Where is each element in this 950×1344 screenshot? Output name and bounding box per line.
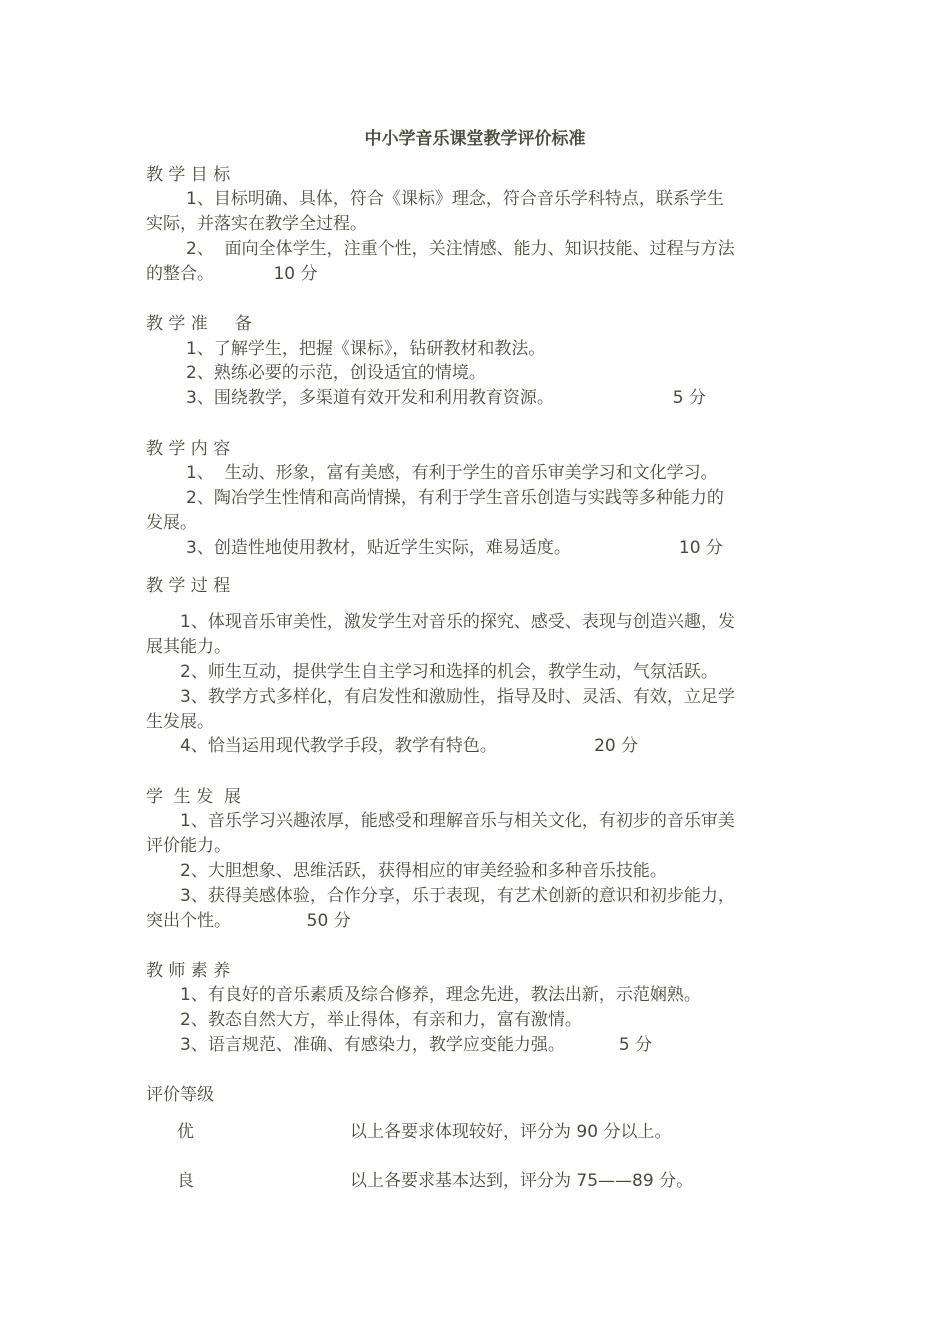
grade-description: 以上各要求基本达到，评分为 75——89 分。 [350, 1171, 694, 1191]
section-line: 3、获得美感体验，合作分享，乐于表现，有艺术创新的意识和初步能力， [180, 886, 735, 906]
section-line: 2、 面向全体学生，注重个性，关注情感、能力、知识技能、过程与方法 [186, 239, 735, 259]
grades-heading: 评价等级 [146, 1085, 214, 1105]
section-line: 实际，并落实在教学全过程。 [146, 214, 367, 234]
section-heading: 学 生 发 展 [146, 787, 242, 807]
section-heading: 教 学 目 标 [146, 165, 231, 185]
section-line: 3、教学方式多样化，有启发性和激励性，指导及时、灵活、有效，立足学 [180, 687, 735, 707]
section-line: 生发展。 [146, 712, 214, 732]
section-heading: 教 学 内 容 [146, 439, 231, 459]
section-line: 2、教态自然大方，举止得体，有亲和力，富有激情。 [180, 1010, 582, 1030]
section-line: 发展。 [146, 513, 197, 533]
section-heading: 教 学 准 备 [146, 314, 252, 334]
section-line: 1、目标明确、具体，符合《课标》理念，符合音乐学科特点，联系学生 [186, 189, 724, 209]
section-line: 展其能力。 [146, 637, 231, 657]
section-line: 1、音乐学习兴趣浓厚，能感受和理解音乐与相关文化，有初步的音乐审美 [180, 811, 735, 831]
section-line: 3、围绕教学，多渠道有效开发和利用教育资源。 5 分 [186, 388, 706, 408]
section-line: 1、体现音乐审美性，激发学生对音乐的探究、感受、表现与创造兴趣，发 [180, 612, 735, 632]
grade-label: 良 [177, 1171, 194, 1191]
section-heading: 教 师 素 养 [146, 961, 231, 981]
section-line: 2、熟练必要的示范，创设适宜的情境。 [186, 363, 486, 383]
page-title: 中小学音乐课堂教学评价标准 [364, 129, 586, 149]
section-line: 2、陶冶学生性情和高尚情操，有利于学生音乐创造与实践等多种能力的 [186, 488, 724, 508]
section-heading: 教 学 过 程 [146, 576, 231, 596]
section-line: 4、恰当运用现代教学手段，教学有特色。 20 分 [180, 736, 639, 756]
grade-label: 优 [177, 1122, 194, 1142]
section-line: 2、师生互动，提供学生自主学习和选择的机会，教学生动，气氛活跃。 [180, 662, 718, 682]
section-line: 的整合。 10 分 [146, 264, 318, 284]
grade-description: 以上各要求体现较好，评分为 90 分以上。 [350, 1122, 672, 1142]
section-line: 1、了解学生，把握《课标》，钻研教材和教法。 [186, 339, 546, 359]
section-line: 1、有良好的音乐素质及综合修养，理念先进，教法出新，示范娴熟。 [180, 985, 701, 1005]
section-line: 突出个性。 50 分 [146, 911, 351, 931]
section-line: 评价能力。 [146, 836, 231, 856]
section-line: 1、 生动、形象，富有美感，有利于学生的音乐审美学习和文化学习。 [186, 463, 718, 483]
section-line: 3、创造性地使用教材，贴近学生实际，难易适度。 10 分 [186, 538, 723, 558]
section-line: 3、语言规范、准确、有感染力，教学应变能力强。 5 分 [180, 1035, 653, 1055]
section-line: 2、大胆想象、思维活跃，获得相应的审美经验和多种音乐技能。 [180, 861, 667, 881]
